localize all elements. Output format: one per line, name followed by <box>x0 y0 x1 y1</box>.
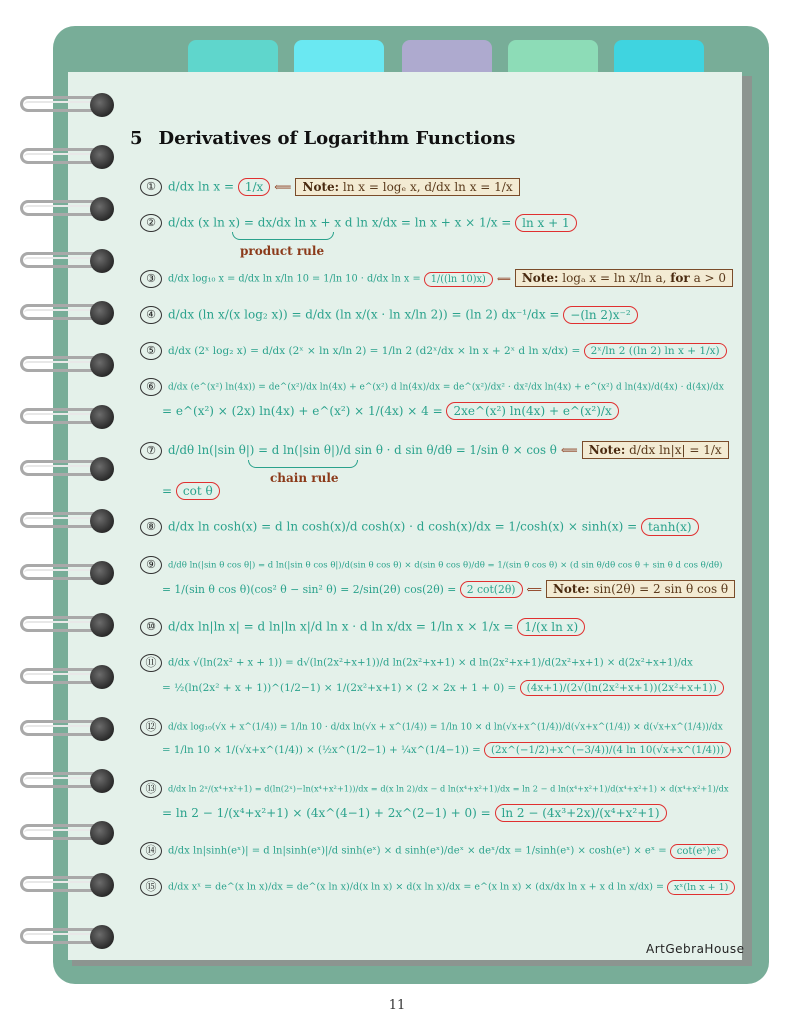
formula-expr: d/dx (x ln x) = dx/dx ln x + x d ln x/dx = ln x + x × 1/x = <box>168 215 516 230</box>
formula-15 <box>140 878 735 896</box>
answer-box: cot θ <box>176 482 220 500</box>
notebook-sheet <box>68 72 742 960</box>
item-number: ⑦ <box>140 442 162 460</box>
rule-label: product rule <box>240 244 325 258</box>
spiral-ring <box>20 198 120 220</box>
formula-cont: = 1/ln 10 × 1/(√x+x^(1/4)) × (½x^(1/2−1) + ¼x^(1/4−1)) = <box>162 744 484 756</box>
formula-11-continued <box>162 682 724 694</box>
item-number: ③ <box>140 270 162 288</box>
formula-14 <box>140 842 728 860</box>
note-box <box>295 178 519 196</box>
formula-11 <box>140 654 693 672</box>
answer-box: 2 cot(2θ) <box>460 581 523 598</box>
brand-logo: ArtGebraHouse <box>646 942 745 956</box>
spiral-ring <box>20 94 120 116</box>
note-text: logₐ x = ln x/ln a, <box>562 270 667 285</box>
left-arrow-icon: ⟸ <box>274 179 292 194</box>
note-text: ln x = logₑ x, d/dx ln x = 1/x <box>342 179 513 194</box>
section-number: 5 <box>130 128 143 149</box>
formula-1 <box>140 178 520 196</box>
formula-4 <box>140 306 638 324</box>
note-label: Note: <box>552 582 590 596</box>
answer-box: 1/((ln 10)x) <box>424 272 493 287</box>
formula-expr: d/dx (2ˣ log₂ x) = d/dx (2ˣ × ln x/ln 2) = 1/ln 2 (d2ˣ/dx × ln x + 2ˣ d ln x/dx) = <box>168 345 584 357</box>
spiral-ring <box>20 250 120 272</box>
formula-expr: d/dθ ln(|sin θ|) = d ln(|sin θ|)/d sin θ · d sin θ/dθ = 1/sin θ × cos θ <box>168 443 557 457</box>
formula-cont: = ln 2 − 1/(x⁴+x²+1) × (4x^(4−1) + 2x^(2−1) + 0) = <box>162 806 495 820</box>
spiral-ring <box>20 926 120 948</box>
underbrace <box>232 232 334 240</box>
spiral-ring <box>20 666 120 688</box>
note-tail: a > 0 <box>693 270 727 285</box>
formula-expr: d/dx log₁₀ x = d/dx ln x/ln 10 = 1/ln 10 · d/dx ln x = <box>168 273 424 285</box>
spiral-ring <box>20 562 120 584</box>
section-title: Derivatives of Logarithm Functions <box>158 128 516 149</box>
answer-box: −(ln 2)x⁻² <box>563 306 637 324</box>
answer-box: 1/(x ln x) <box>517 618 585 636</box>
page-number: 11 <box>388 998 406 1013</box>
answer-box: 1/x <box>238 178 270 196</box>
formula-expr: d/dx log₁₀(√x + x^(1/4)) = 1/ln 10 · d/dx ln(√x + x^(1/4)) = 1/ln 10 × d ln(√x+x^(1/4))/d(√x+x^(1/4)) × d(√x+x^(1/4))/dx <box>168 722 723 733</box>
formula-expr: d/dx xˣ = de^(x ln x)/dx = de^(x ln x)/d(x ln x) × d(x ln x)/dx = e^(x ln x) × (dx/dx ln x + x d ln x/dx) = <box>168 881 667 893</box>
note-text: d/dx ln|x| = 1/x <box>629 443 722 457</box>
answer-box: tanh(x) <box>641 518 699 536</box>
item-number: ⑧ <box>140 518 162 536</box>
formula-cont: = e^(x²) × (2x) ln(4x) + e^(x²) × 1/(4x) × 4 = <box>162 404 447 418</box>
spiral-ring <box>20 302 120 324</box>
formula-6 <box>140 378 724 396</box>
formula-7-continued <box>162 484 220 498</box>
formula-expr: d/dx ln|ln x| = d ln|ln x|/d ln x · d ln x/dx = 1/ln x × 1/x = <box>168 619 518 634</box>
note-label: Note: <box>302 179 340 194</box>
item-number: ⑮ <box>140 878 162 896</box>
left-arrow-icon: ⟸ <box>526 583 542 596</box>
item-number: ⑩ <box>140 618 162 636</box>
item-number: ⑨ <box>140 556 162 574</box>
formula-expr: d/dx ln 2ˣ/(x⁴+x²+1) = d(ln(2ˣ)−ln(x⁴+x²+1))/dx = d(x ln 2)/dx − d ln(x⁴+x²+1)/dx = ln 2 − d ln(x⁴+x²+1)/d(x⁴+x²+1) × d(x⁴+x²+1)/dx <box>168 783 729 794</box>
spiral-ring <box>20 718 120 740</box>
item-number: ⑬ <box>140 780 162 798</box>
answer-box: ln x + 1 <box>515 214 576 232</box>
note-box <box>546 580 735 598</box>
note-label: Note: <box>521 270 559 285</box>
formula-cont: = <box>162 484 176 498</box>
formula-cont: = 1/(sin θ cos θ)(cos² θ − sin² θ) = 2/sin(2θ) cos(2θ) = <box>162 583 460 596</box>
answer-box: cot(eˣ)eˣ <box>670 844 728 859</box>
formula-3 <box>140 270 733 288</box>
spiral-ring <box>20 874 120 896</box>
formula-cont: = ½(ln(2x² + x + 1))^(1/2−1) × 1/(2x²+x+1) × (2 × 2x + 1 + 0) = <box>162 682 520 694</box>
spiral-ring <box>20 614 120 636</box>
spiral-ring <box>20 458 120 480</box>
formula-5 <box>140 342 727 360</box>
formula-12-continued <box>162 744 731 756</box>
formula-expr: d/dx ln cosh(x) = d ln cosh(x)/d cosh(x) · d cosh(x)/dx = 1/cosh(x) × sinh(x) = <box>168 519 642 534</box>
left-arrow-icon: ⟸ <box>560 443 578 457</box>
spiral-ring <box>20 770 120 792</box>
formula-9 <box>140 556 723 574</box>
spiral-ring <box>20 406 120 428</box>
formula-expr: d/dx ln x = <box>168 179 238 194</box>
note-label: Note: <box>588 443 626 457</box>
formula-7 <box>140 442 729 460</box>
item-number: ① <box>140 178 162 196</box>
formula-expr: d/dx (e^(x²) ln(4x)) = de^(x²)/dx ln(4x) + e^(x²) d ln(4x)/dx = de^(x²)/dx² · dx²/dx ln(4x) + e^(x²) d ln(4x)/d(4x) · d(4x)/dx <box>168 382 724 393</box>
item-number: ⑤ <box>140 342 162 360</box>
note-bold: for <box>670 270 690 285</box>
formula-9-continued <box>162 582 735 596</box>
formula-12 <box>140 718 723 736</box>
spiral-ring <box>20 822 120 844</box>
formula-2 <box>140 214 577 232</box>
formula-expr: d/dx √(ln(2x² + x + 1)) = d√(ln(2x²+x+1))/d ln(2x²+x+1) × d ln(2x²+x+1)/d(2x²+x+1) × d(2x²+x+1)/dx <box>168 657 693 669</box>
spiral-ring <box>20 354 120 376</box>
underbrace <box>248 460 358 468</box>
answer-box: (4x+1)/(2√(ln(2x²+x+1))(2x²+x+1)) <box>520 680 724 696</box>
left-arrow-icon: ⟸ <box>496 273 511 285</box>
section-heading <box>130 128 515 149</box>
note-box <box>582 441 729 459</box>
formula-10 <box>140 618 585 636</box>
formula-13-continued <box>162 806 667 820</box>
note-text: sin(2θ) = 2 sin θ cos θ <box>593 582 729 596</box>
formula-expr: d/dx (ln x/(x log₂ x)) = d/dx (ln x/(x · ln x/ln 2)) = (ln 2) dx⁻¹/dx = <box>168 307 564 322</box>
spiral-ring <box>20 510 120 532</box>
item-number: ② <box>140 214 162 232</box>
rule-label: chain rule <box>270 471 339 485</box>
formula-expr: d/dx ln|sinh(eˣ)| = d ln|sinh(eˣ)|/d sinh(eˣ) × d sinh(eˣ)/deˣ × deˣ/dx = 1/sinh(eˣ) × cosh(eˣ) × eˣ = <box>168 845 670 857</box>
item-number: ⑪ <box>140 654 162 672</box>
answer-box: xˣ(ln x + 1) <box>667 880 735 895</box>
formula-8 <box>140 518 699 536</box>
spiral-ring <box>20 146 120 168</box>
formula-6-continued <box>162 404 619 418</box>
formula-expr: d/dθ ln(|sin θ cos θ|) = d ln(|sin θ cos θ|)/d(sin θ cos θ) × d(sin θ cos θ)/dθ = 1/(sin θ cos θ) × (d sin θ/dθ cos θ + sin θ d cos θ/dθ) <box>168 560 723 571</box>
note-box <box>515 269 733 287</box>
item-number: ④ <box>140 306 162 324</box>
formula-13 <box>140 780 729 798</box>
item-number: ⑭ <box>140 842 162 860</box>
answer-box: (2x^(−1/2)+x^(−3/4))/(4 ln 10(√x+x^(1/4))) <box>484 742 731 758</box>
item-number: ⑥ <box>140 378 162 396</box>
item-number: ⑫ <box>140 718 162 736</box>
answer-box: 2xe^(x²) ln(4x) + e^(x²)/x <box>446 402 618 420</box>
answer-box: ln 2 − (4x³+2x)/(x⁴+x²+1) <box>495 804 667 822</box>
answer-box: 2ˣ/ln 2 ((ln 2) ln x + 1/x) <box>584 343 727 359</box>
